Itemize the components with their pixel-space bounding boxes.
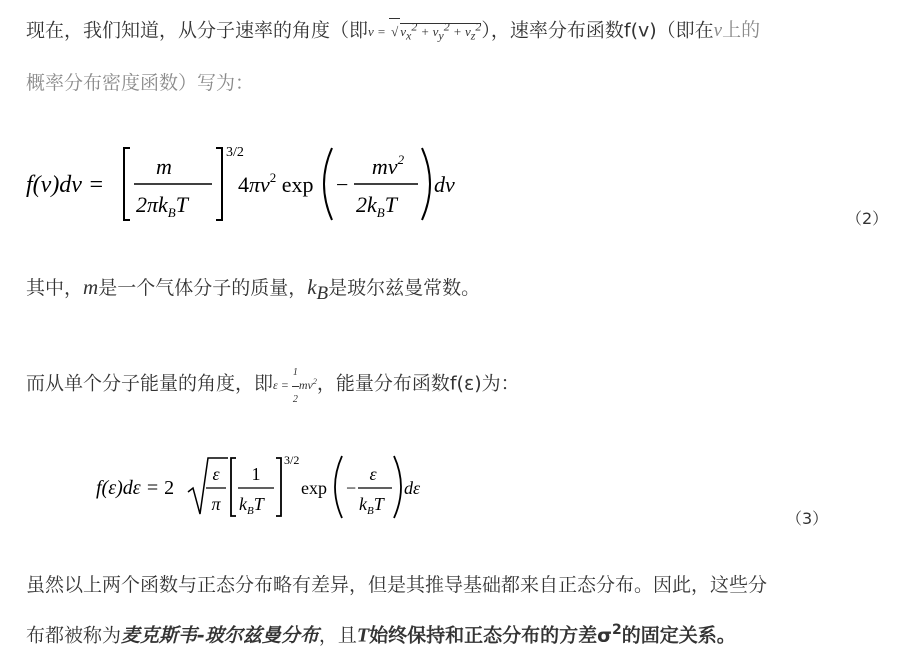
emphasis-maxwell-boltzmann: 麦克斯韦-玻尔兹曼分布 — [121, 624, 319, 647]
eq3-exp-den: $k_BT$ — [359, 494, 384, 517]
var-m: m — [83, 275, 99, 299]
para4-text-3: 始终保持和正态分布的方差σ — [369, 624, 612, 647]
para2-text-2: 是一个气体分子的质量， — [98, 277, 308, 299]
eq2-exponent: 3/2 — [226, 145, 244, 160]
eq3-frac-num: 1 — [251, 464, 261, 484]
eq2-middle: $4\pi v^2$ exp — [238, 170, 314, 197]
sigma-superscript: 2 — [611, 622, 622, 638]
inline-formula-energy: ε = $\frac{1}{2}$ $mv^2$ — [273, 378, 317, 392]
eq3-sqrt-den: π — [211, 494, 221, 514]
eq3-tail: dε — [404, 478, 421, 498]
var-k-subscript: B — [316, 282, 329, 304]
para1-text-3: 上的 — [722, 19, 761, 42]
para3-text-2: ，能量分布函数f(ε)为： — [316, 372, 520, 395]
para4-text-1: 布都被称为 — [26, 624, 122, 647]
eq3-frac-den: $k_BT$ — [239, 494, 264, 517]
eq3-middle: exp — [301, 478, 327, 498]
paragraph-conclusion-line1: 虽然以上两个函数与正态分布略有差异，但是其推导基础都来自正态分布。因此，这些分 — [26, 574, 768, 596]
eq2-frac-num: m — [156, 154, 172, 179]
eq3-exp-num: ε — [369, 464, 377, 484]
eq2-exp-num: $mv^2$ — [371, 152, 405, 179]
para1-text-2: ），速率分布函数f(v)（即在 — [481, 19, 714, 42]
paragraph-velocity-intro-line2: 概率分布密度函数）写为： — [26, 72, 255, 94]
equation-3-number: （3） — [786, 509, 829, 528]
equation-3 — [96, 450, 436, 524]
para2-text-3: 是玻尔兹曼常数。 — [328, 277, 481, 299]
para2-text-1: 其中， — [26, 277, 84, 299]
equation-2 — [26, 140, 466, 230]
para4-text-4: 的固定关系。 — [621, 624, 736, 647]
var-v: v — [713, 20, 723, 42]
eq3-minus: − — [346, 478, 357, 498]
eq2-tail: dv — [434, 172, 455, 197]
eq2-frac-den: $2\pi k_BT$ — [136, 192, 188, 220]
var-T: T — [356, 624, 370, 647]
paragraph-conclusion-line2 — [26, 617, 736, 648]
eq3-exponent: 3/2 — [284, 453, 300, 467]
paragraph-mass-boltzmann — [26, 274, 480, 307]
para4-text-2: ，且 — [318, 624, 357, 647]
eq3-lhs: f(ε)dε = 2 — [96, 477, 175, 499]
eq2-lhs: f(v)dv = — [26, 172, 105, 198]
para3-text-1: 而从单个分子能量的角度，即 — [26, 372, 274, 395]
var-k: k — [307, 275, 317, 299]
para1-text-1: 现在，我们知道，从分子速率的角度（即 — [26, 19, 369, 42]
paragraph-velocity-intro — [26, 14, 760, 49]
eq3-sqrt-num: ε — [212, 464, 220, 484]
inline-formula-speed: v = √ $v_x^2 + v_y^2 + v_z^2$ — [368, 24, 481, 39]
paragraph-energy-intro — [26, 360, 520, 413]
equation-2-number: （2） — [846, 209, 889, 228]
eq2-exp-den: $2k_BT$ — [356, 192, 397, 220]
eq2-minus: − — [336, 172, 349, 197]
